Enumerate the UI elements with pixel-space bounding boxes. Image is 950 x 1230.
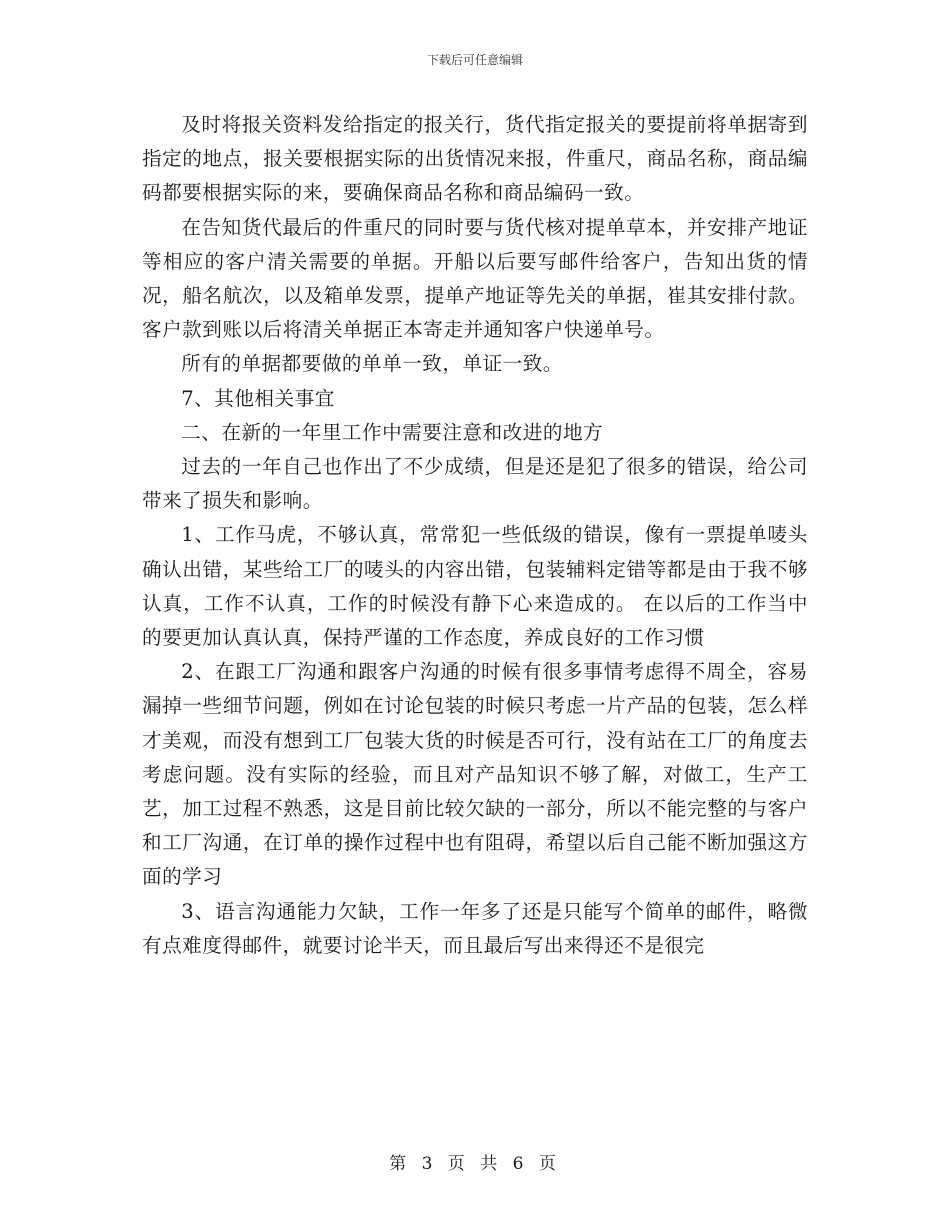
paragraph-point-3: 3、语言沟通能力欠缺，工作一年多了还是只能写个简单的邮件，略微有点难度得邮件，就要讨论半天，而且最后写出来得还不是很完 [142,899,808,957]
paragraph-document-consistency: 所有的单据都要做的单单一致，单证一致。 [181,352,563,376]
paragraph-bill-of-lading: 在告知货代最后的件重尺的同时要与货代核对提单草本，并安排产地证等相应的客户清关需要的单据。开船以后要写邮件给客户，告知出货的情况，船名航次，以及箱单发票，提单产地证等先关的单据，崔其安排付款。客户款到账以后将清关单据正本寄走并通知客户快递单号。 [142,215,808,342]
paragraph-item-7: 7、其他相关事宜 [181,386,335,410]
document-body [142,108,808,963]
page-header: 下载后可任意编辑 [426,53,523,67]
page-footer: 第 3 页 共 6 页 [389,1154,561,1174]
paragraph-point-2: 2、在跟工厂沟通和跟客户沟通的时候有很多事情考虑得不周全，容易漏掉一些细节问题，例如在讨论包装的时候只考虑一片产品的包装，怎么样才美观，而没有想到工厂包装大货的时候是否可行，没有站在工厂的角度去考虑问题。没有实际的经验，而且对产品知识不够了解，对做工，生产工艺，加工过程不熟悉，这是目前比较欠缺的一部分，所以不能完整的与客户和工厂沟通，在订单的操作过程中也有阻碍，希望以后自己能不断加强这方面的学习 [142,660,808,889]
section-heading-improvements: 二、在新的一年里工作中需要注意和改进的地方 [181,420,604,444]
paragraph-customs-declaration: 及时将报关资料发给指定的报关行，货代指定报关的要提前将单据寄到指定的地点，报关要根据实际的出货情况来报，件重尺，商品名称，商品编码都要根据实际的来，要确保商品名称和商品编码一致。 [142,113,808,205]
paragraph-past-year: 过去的一年自己也作出了不少成绩，但是还是犯了很多的错误，给公司带来了损失和影响。 [142,455,808,513]
paragraph-point-1: 1、工作马虎，不够认真，常常犯一些低级的错误，像有一票提单唛头确认出错，某些给工厂的唛头的内容出错，包装辅料定错等都是由于我不够认真，工作不认真，工作的时候没有静下心来造成的。 在以后的工作当中的要更加认真认真，保持严谨的工作态度，养成良好的工作习惯 [142,523,808,650]
